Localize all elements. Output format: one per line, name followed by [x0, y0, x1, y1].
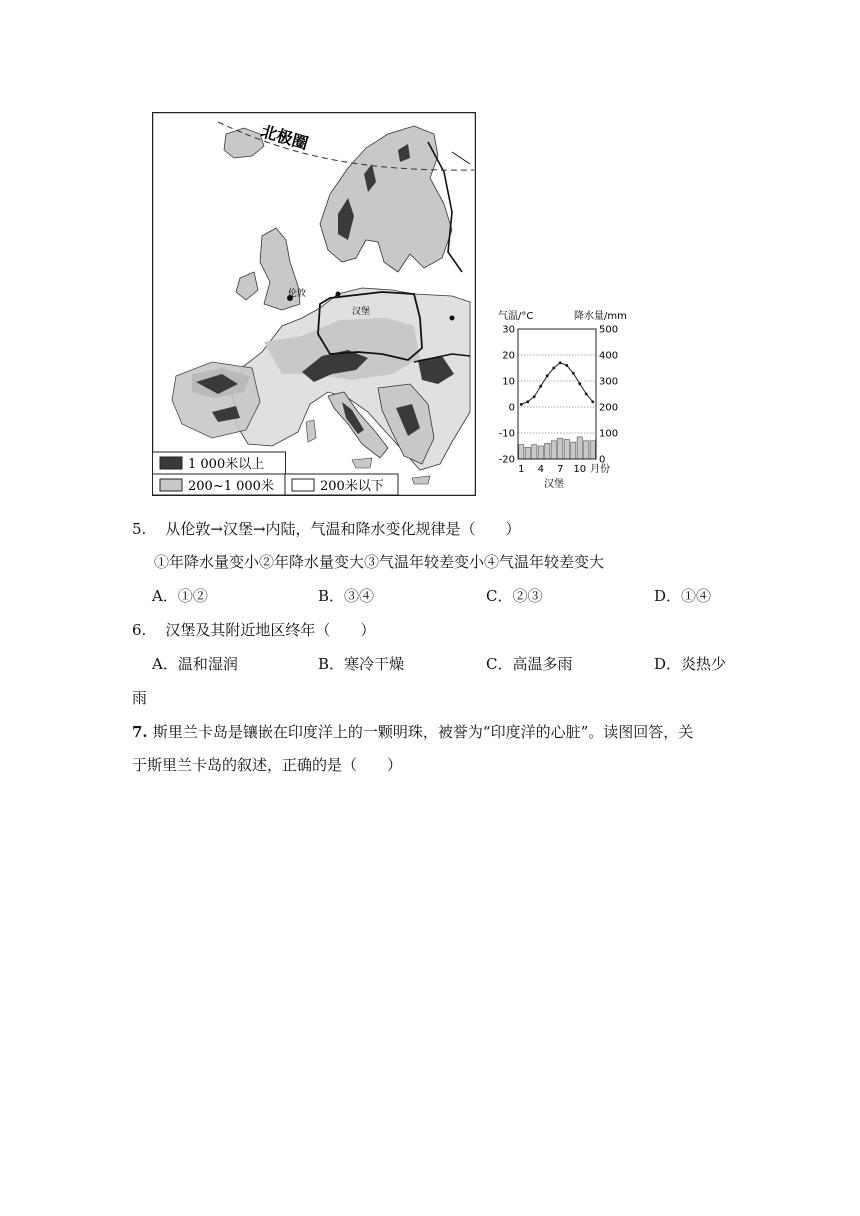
month-tick-label: 10	[573, 464, 587, 475]
month-unit-label: 月份	[590, 464, 610, 475]
question-number: 6.	[132, 621, 147, 639]
temp-tick-label: 30	[502, 324, 515, 336]
temp-point	[552, 367, 555, 370]
question-6	[132, 619, 375, 640]
precip-bar	[558, 438, 563, 459]
precip-bar	[584, 441, 589, 459]
q6-option-a[interactable]: A．温和湿润	[152, 655, 238, 673]
plot-frame	[518, 329, 596, 459]
precip-bar	[525, 447, 530, 459]
precip-tick-label: 500	[599, 324, 619, 336]
arctic-circle-label: 北极圈	[258, 121, 311, 154]
q5-option-c[interactable]: C．②③	[486, 587, 543, 605]
temp-point	[526, 400, 529, 403]
month-tick-label: 1	[518, 464, 525, 475]
legend-low: 200米以下	[320, 479, 384, 494]
q6-option-b[interactable]: B．寒冷干燥	[318, 655, 405, 673]
temp-tick-label: 20	[502, 350, 515, 362]
precip-tick-label: 300	[599, 376, 619, 388]
temp-point	[572, 372, 575, 375]
precip-bar	[551, 441, 556, 459]
temp-tick-label: 10	[502, 376, 515, 388]
precip-bar	[564, 440, 569, 460]
question-number: 7.	[132, 723, 148, 741]
temp-point	[578, 382, 581, 385]
temp-point	[591, 400, 594, 403]
month-tick-label: 4	[537, 464, 544, 475]
hamburg-label: 汉堡	[352, 307, 371, 317]
temp-point	[520, 403, 523, 406]
europe-relief-map	[152, 112, 476, 496]
temperature-line	[521, 363, 593, 405]
temp-tick-label: -20	[498, 454, 515, 466]
precip-bar	[532, 445, 537, 459]
precip-tick-label: 100	[599, 428, 619, 440]
london-label: 伦敦	[288, 289, 307, 299]
temp-tick-label: -10	[498, 428, 515, 440]
question-stem-line1: 斯里兰卡岛是镶嵌在印度洋上的一颗明珠，被誉为“印度洋的心脏”。读图回答，关	[152, 723, 694, 741]
precip-bar	[571, 442, 576, 459]
precip-bar	[590, 441, 595, 459]
precip-tick-label: 0	[599, 454, 606, 466]
q6-option-d-wrap: 雨	[132, 689, 148, 707]
precip-tick-label: 400	[599, 350, 619, 362]
temp-point	[546, 374, 549, 377]
precip-bar	[519, 445, 524, 459]
temp-axis-label: 气温/°C	[498, 311, 534, 322]
question-5-statements: ①年降水量变小②年降水量变大③气温年较差变小④气温年较差变大	[154, 553, 605, 571]
question-7-line2: 于斯里兰卡岛的叙述，正确的是（ ）	[132, 756, 403, 774]
hamburg-climate-chart	[484, 304, 644, 500]
precip-bar	[577, 437, 582, 459]
temp-point	[565, 364, 568, 367]
question-number: 5.	[132, 520, 147, 538]
q5-option-d[interactable]: D．①④	[654, 587, 712, 605]
q6-option-c[interactable]: C．高温多雨	[486, 655, 573, 673]
temp-point	[585, 393, 588, 396]
temp-point	[533, 395, 536, 398]
legend-mid: 200~1 000米	[188, 479, 274, 494]
question-stem: 汉堡及其附近地区终年（ ）	[165, 621, 376, 639]
question-stem: 从伦敦→汉堡→内陆，气温和降水变化规律是（ ）	[165, 520, 521, 538]
q5-option-b[interactable]: B．③④	[318, 587, 375, 605]
precip-tick-label: 200	[599, 402, 619, 414]
temp-point	[559, 361, 562, 364]
precip-bar	[538, 446, 543, 459]
q6-option-d[interactable]: D．炎热少	[654, 655, 727, 673]
q5-option-a[interactable]: A．①②	[152, 587, 208, 605]
precip-axis-label: 降水量/mm	[574, 311, 627, 322]
question-7	[132, 721, 693, 742]
precip-bar	[545, 443, 550, 459]
legend-high: 1 000米以上	[188, 457, 265, 472]
temp-point	[539, 385, 542, 388]
month-tick-label: 7	[557, 464, 564, 475]
chart-caption: 汉堡	[544, 479, 564, 490]
temp-tick-label: 0	[508, 402, 515, 414]
question-5	[132, 518, 521, 539]
